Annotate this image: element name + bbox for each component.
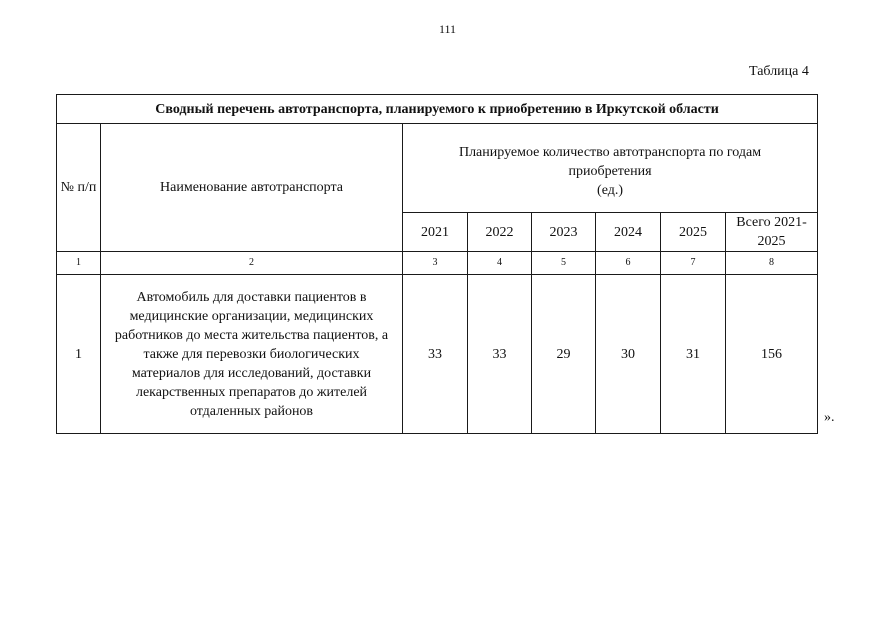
- header-row-number: № п/п: [57, 124, 101, 252]
- header-planned-quantity-line: Планируемое количество автотранспорта по годам: [458, 144, 762, 160]
- header-year-2023: 2023: [532, 213, 596, 252]
- column-index: 7: [661, 252, 726, 275]
- value-2024: 30: [596, 275, 661, 434]
- closing-quote: ».: [824, 410, 835, 425]
- value-total: 156: [726, 275, 818, 434]
- row-number: 1: [57, 275, 101, 434]
- header-total-line: 2025: [757, 234, 786, 249]
- vehicle-name-line: работников до места жительства пациентов, а: [114, 327, 389, 343]
- header-planned-quantity-unit: (ед.): [597, 182, 624, 198]
- column-index: 8: [726, 252, 818, 275]
- header-total-line: Всего 2021-: [736, 215, 807, 230]
- value-2021: 33: [403, 275, 468, 434]
- table-row: [57, 275, 818, 434]
- table-label: Таблица 4: [749, 64, 809, 79]
- column-index: 3: [403, 252, 468, 275]
- table-title: Сводный перечень автотранспорта, планируемого к приобретению в Иркутской области: [57, 95, 818, 124]
- value-2025: 31: [661, 275, 726, 434]
- header-year-2024: 2024: [596, 213, 661, 252]
- summary-table: [56, 94, 818, 434]
- column-index: 1: [57, 252, 101, 275]
- header-planned-quantity: [403, 124, 818, 213]
- vehicle-name-line: Автомобиль для доставки пациентов в: [136, 289, 367, 305]
- value-2022: 33: [468, 275, 532, 434]
- page-number: 111: [438, 22, 457, 36]
- vehicle-name-line: медицинские организации, медицинских: [129, 308, 374, 324]
- column-index: 6: [596, 252, 661, 275]
- value-2023: 29: [532, 275, 596, 434]
- column-index: 4: [468, 252, 532, 275]
- vehicle-name: [101, 275, 403, 434]
- column-index: 5: [532, 252, 596, 275]
- column-index: 2: [101, 252, 403, 275]
- vehicle-name-line: также для перевозки биологических: [143, 346, 360, 362]
- header-total: [726, 213, 818, 252]
- header-year-2025: 2025: [661, 213, 726, 252]
- header-vehicle-name: Наименование автотранспорта: [101, 124, 403, 252]
- vehicle-name-line: отдаленных районов: [189, 403, 314, 419]
- header-planned-quantity-line: приобретения: [568, 163, 652, 179]
- vehicle-name-line: лекарственных препаратов до жителей: [135, 384, 368, 400]
- header-year-2021: 2021: [403, 213, 468, 252]
- header-year-2022: 2022: [468, 213, 532, 252]
- vehicle-name-line: материалов для исследований, доставки: [131, 365, 372, 381]
